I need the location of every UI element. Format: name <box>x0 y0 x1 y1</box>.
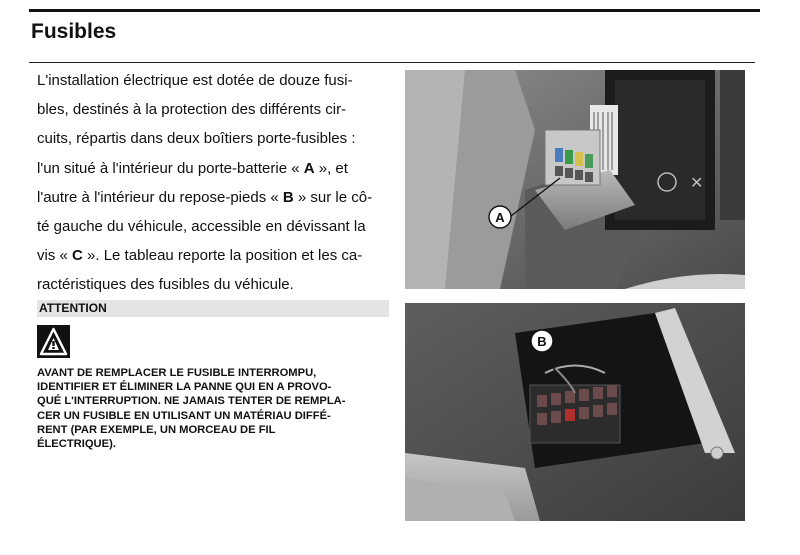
warning-line: AVANT DE REMPLACER LE FUSIBLE INTERROMPU, <box>37 367 317 379</box>
text-run: ». Le tableau reporte la position et les ca- <box>82 247 363 265</box>
callout-b-label: B <box>537 334 547 349</box>
warning-triangle-icon <box>37 325 70 358</box>
attention-warning-text <box>37 366 397 451</box>
text-run: », et <box>314 159 348 177</box>
section-title: Fusibles <box>31 20 117 43</box>
bold-reference: A <box>303 159 315 177</box>
intro-line <box>37 270 397 299</box>
warning-line: IDENTIFIER ET ÉLIMINER LA PANNE QUI EN A PROVO- <box>37 381 332 394</box>
intro-line <box>37 95 397 124</box>
footrest-fuse-box-photo <box>405 303 745 521</box>
intro-paragraph <box>37 66 397 300</box>
text-run: l'autre à l'intérieur du repose-pieds « <box>37 188 283 206</box>
text-run: té gauche du véhicule, accessible en dévissant la <box>37 217 366 235</box>
bold-reference: C <box>72 247 83 265</box>
warning-line: CER UN FUSIBLE EN UTILISANT UN MATÉRIAU DIFFÉ- <box>37 409 331 422</box>
intro-line <box>37 183 397 212</box>
title-underline <box>29 62 755 63</box>
warning-line: QUÉ L'INTERRUPTION. NE JAMAIS TENTER DE REMPLA- <box>37 395 346 408</box>
top-rule <box>29 9 760 12</box>
text-run: L'installation électrique est dotée de douze fusi- <box>37 72 353 89</box>
text-run: bles, destinés à la protection des différents cir- <box>37 101 347 119</box>
intro-line <box>37 154 397 183</box>
attention-label: ATTENTION <box>39 301 107 315</box>
intro-line <box>37 212 397 241</box>
warning-line: RENT (PAR EXEMPLE, UN MORCEAU DE FIL <box>37 423 276 436</box>
text-run: vis « <box>37 247 73 265</box>
warning-line: ÉLECTRIQUE). <box>37 438 116 451</box>
intro-line <box>37 124 397 153</box>
text-run: cuits, répartis dans deux boîtiers porte-fusibles : <box>37 130 356 148</box>
intro-line <box>37 66 397 95</box>
battery-fuse-box-photo <box>405 70 745 289</box>
callout-a-label: A <box>495 210 505 225</box>
svg-text:✕: ✕ <box>690 173 704 192</box>
text-run: » sur le cô- <box>293 188 373 206</box>
text-run: l'un situé à l'intérieur du porte-batterie « <box>37 159 304 177</box>
intro-line <box>37 241 397 270</box>
bold-reference: B <box>282 188 294 206</box>
text-run: ractéristiques des fusibles du véhicule. <box>37 276 294 294</box>
